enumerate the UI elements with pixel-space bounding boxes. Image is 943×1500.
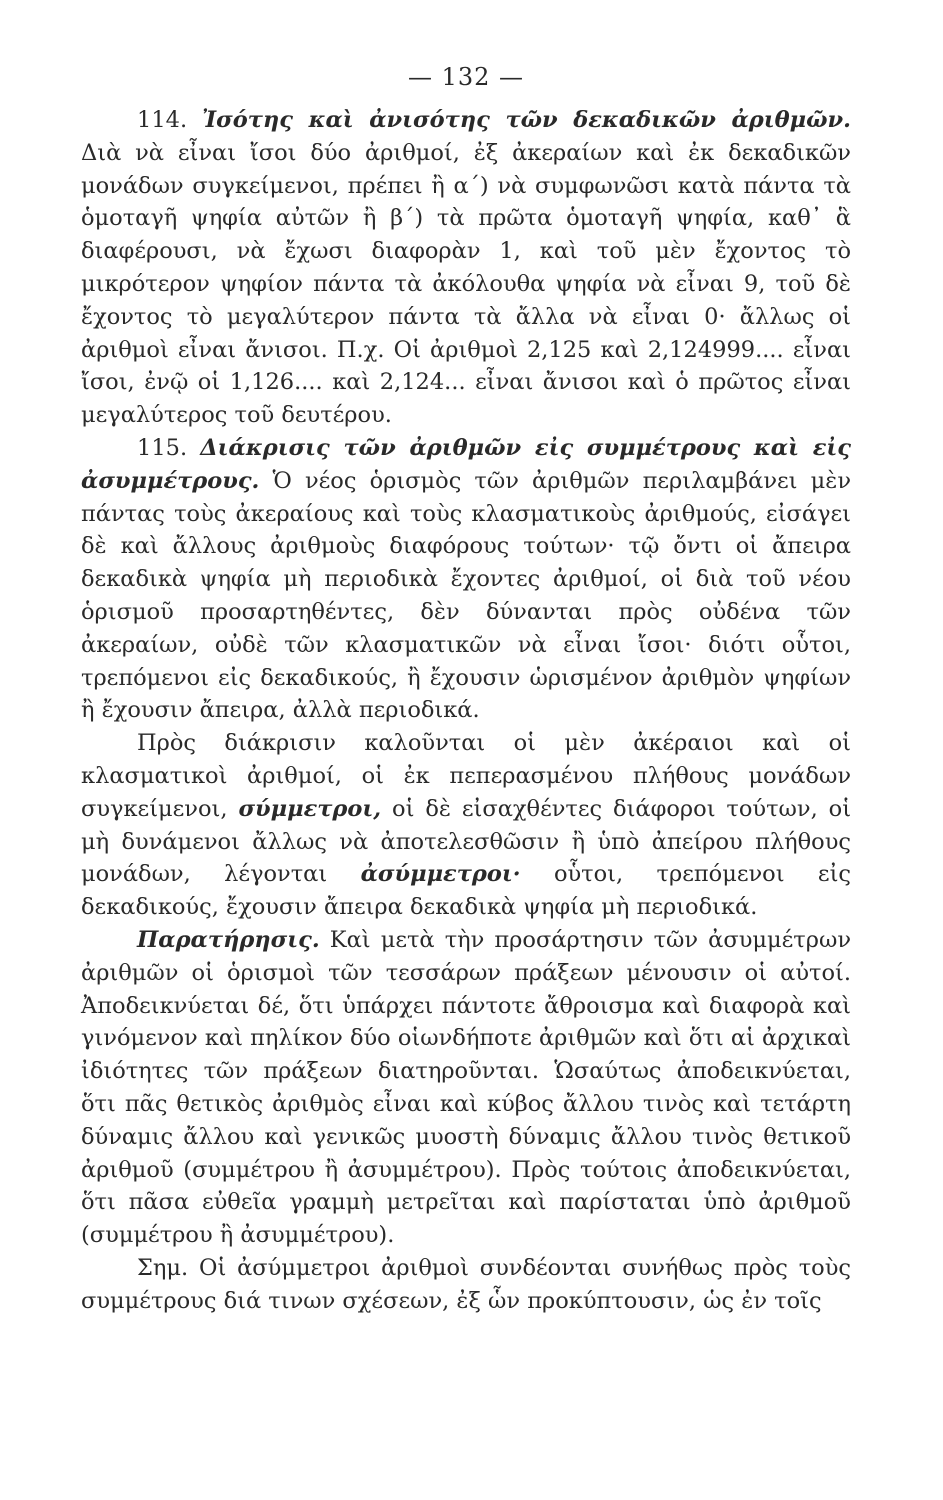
section-114-text: Διὰ νὰ εἶναι ἴσοι δύο ἀριθμοί, ἐξ ἀκεραίων καὶ ἐκ δεκαδικῶν μονάδων συγκείμενοι, πρέπει ἢ α΄) νὰ συμφωνῶσι κατὰ πάντα τὰ ὁμοταγῆ ψηφία αὐτῶν ἢ β΄) τὰ πρῶτα ὁμοταγῆ ψηφία, καθ᾽ ἃ διαφέρουσι, νὰ ἔχωσι διαφορὰν 1, καὶ τοῦ μὲν ἔχοντος τὸ μικρότερον ψηφίον πάντα τὰ ἀκόλουθα ψηφία νὰ εἶναι 9, τοῦ δὲ ἔχοντος τὸ μεγαλύτερον πάντα τὰ ἄλλα νὰ εἶναι 0· ἄλλως οἱ ἀριθμοὶ εἶναι ἄνισοι. Π.χ. Οἱ ἀριθμοὶ 2,125 καὶ 2,124999.... εἶναι ἴσοι, ἐνῷ οἱ 1,126.... καὶ 2,124... εἶναι ἄνισοι καὶ ὁ πρῶτος εἶναι μεγαλύτερος τοῦ δευτέρου. — [81, 139, 851, 429]
term-asymmetroi: ἀσύμμετροι· — [360, 861, 521, 888]
remark-paragraph — [81, 924, 851, 1252]
book-page — [81, 60, 851, 1317]
section-115 — [81, 432, 851, 727]
classification-text-b: οἱ δὲ εἰσαχθέντες διάφοροι τούτων, οἱ μὴ δυνάμενοι ἄλλως νὰ ἀποτελεσθῶσιν ἢ ὑπὸ ἀπείρου πλήθους μονάδων, λέγονται — [81, 795, 852, 888]
note-paragraph — [81, 1252, 851, 1318]
section-114-title: Ἰσότης καὶ ἀνισότης τῶν δεκαδικῶν ἀριθμῶν. — [202, 107, 851, 133]
classification-text-a: Πρὸς διάκρισιν καλοῦνται οἱ μὲν ἀκέραιοι καὶ οἱ κλασματικοὶ ἀριθμοί, οἱ ἐκ πεπερασμένου πλήθους μονάδων συγκείμενοι, — [81, 730, 851, 822]
section-115-number: 115. — [137, 434, 188, 461]
classification-paragraph — [81, 727, 851, 924]
classification-text-c: οὗτοι, τρεπόμενοι εἰς δεκαδικούς, ἔχουσιν ἄπειρα δεκαδικὰ ψηφία μὴ περιοδικά. — [81, 861, 851, 921]
remark-label: Παρατήρησις. — [137, 926, 320, 953]
remark-text: Καὶ μετὰ τὴν προσάρτησιν τῶν ἀσυμμέτρων ἀριθμῶν οἱ ὁρισμοὶ τῶν τεσσάρων πράξεων μένουσιν οἱ αὐτοί. Ἀποδεικνύεται δέ, ὅτι ὑπάρχει πάντοτε ἄθροισμα καὶ διαφορὰ καὶ γινόμενον καὶ πηλίκον δύο οἱωνδήποτε ἀριθμῶν καὶ ὅτι αἱ ἀρχικαὶ ἰδιότητες τῶν πράξεων διατηροῦνται. Ὡσαύτως ἀποδεικνύεται, ὅτι πᾶς θετικὸς ἀριθμὸς εἶναι καὶ κύβος ἄλλου τινὸς καὶ τετάρτη δύναμις ἄλλου καὶ γενικῶς μυοστὴ δύναμις ἄλλου τινὸς θετικοῦ ἀριθμοῦ (συμμέτρου ἢ ἀσυμμέτρου). Πρὸς τούτοις ἀποδεικνύεται, ὅτι πᾶσα εὐθεῖα γραμμὴ μετρεῖται καὶ παρίσταται ὑπὸ ἀριθμοῦ (συμμέτρου ἢ ἀσυμμέτρου). — [81, 926, 852, 1249]
section-114-number: 114. — [137, 107, 188, 133]
note-text: Σημ. Οἱ ἀσύμμετροι ἀριθμοὶ συνδέονται συνήθως πρὸς τοὺς συμμέτρους διά τινων σχέσεων, ἐξ ὧν προκύπτουσιν, ὡς ἐν τοῖς — [81, 1254, 851, 1314]
page-number: — 132 — — [407, 63, 525, 91]
section-114 — [81, 104, 851, 432]
section-115-text: Ὁ νέος ὁρισμὸς τῶν ἀριθμῶν περιλαμβάνει μὲν πάντας τοὺς ἀκεραίους καὶ τοὺς κλασματικοὺς ἀριθμούς, εἰσάγει δὲ καὶ ἄλλους ἀριθμοὺς διαφόρους τούτων· τῷ ὄντι οἱ ἄπειρα δεκαδικὰ ψηφία μὴ περιοδικὰ ἔχοντες ἀριθμοί, οἱ διὰ τοῦ νέου ὁρισμοῦ προσαρτηθέντες, δὲν δύνανται πρὸς οὐδένα τῶν ἀκεραίων, οὐδὲ τῶν κλασματικῶν νὰ εἶναι ἴσοι· διότι οὗτοι, τρεπόμενοι εἰς δεκαδικούς, ἢ ἔχουσιν ὡρισμένον ἀριθμὸν ψηφίων ἢ ἔχουσιν ἄπειρα, ἀλλὰ περιοδικά. — [81, 467, 851, 724]
term-symmetroi: σύμμετροι, — [238, 795, 382, 822]
section-115-title: Διάκρισις τῶν ἀριθμῶν εἰς συμμέτρους καὶ εἰς ἀσυμμέτρους. — [81, 434, 852, 494]
